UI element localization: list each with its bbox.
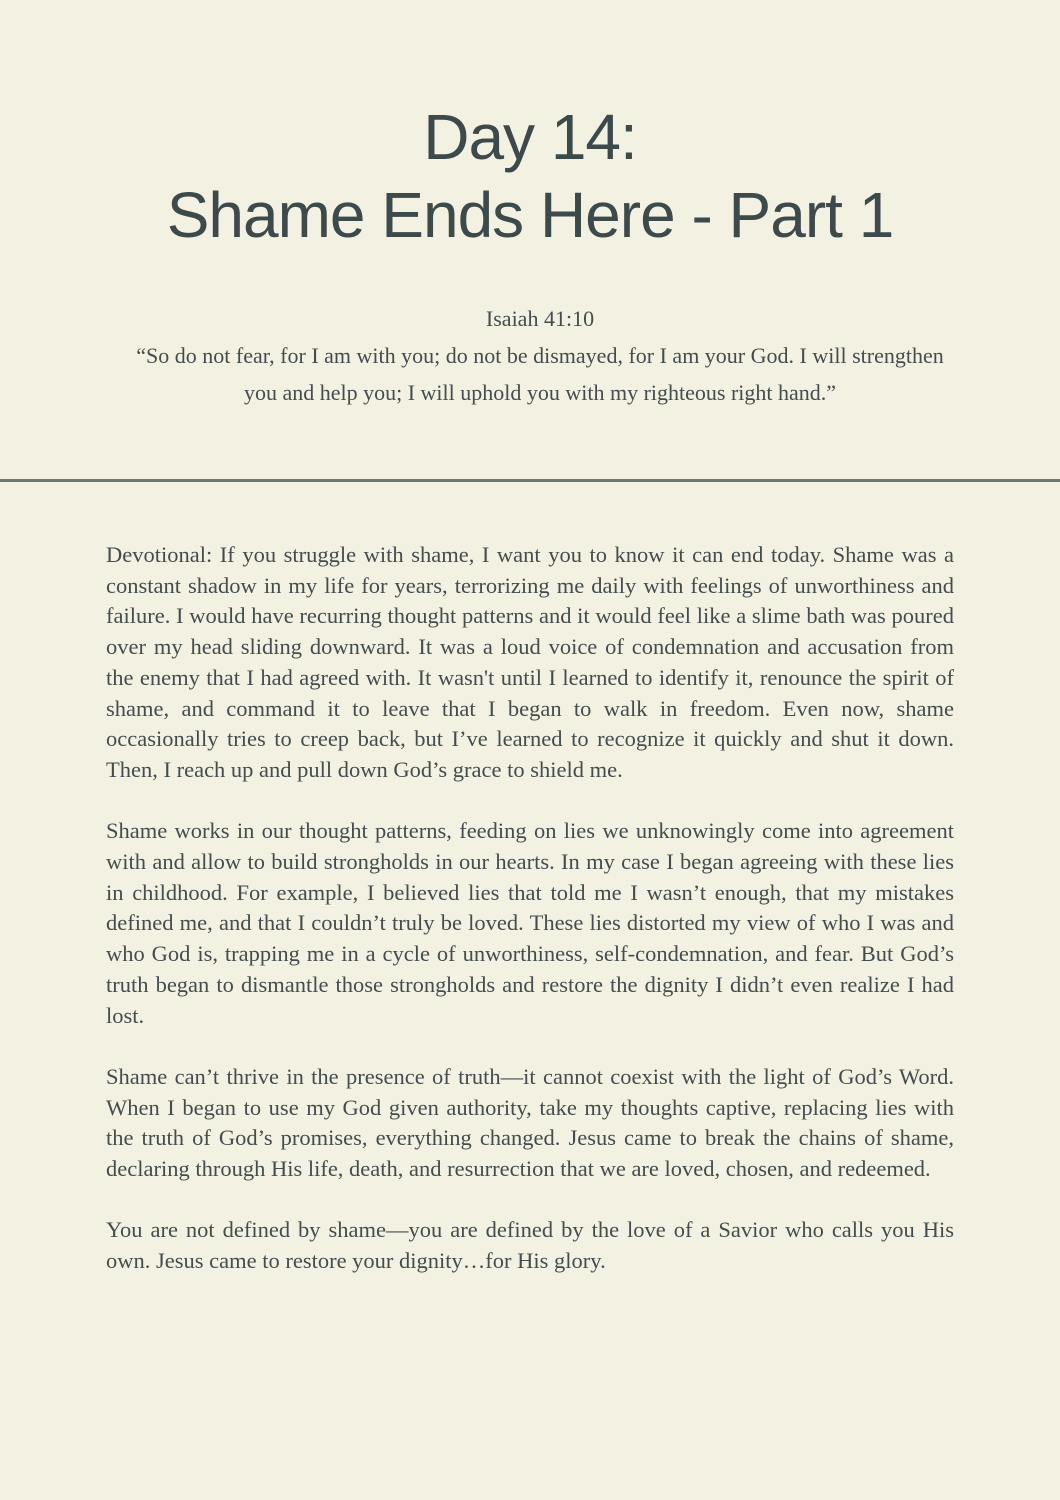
scripture-block: [130, 300, 950, 411]
page-title: [0, 98, 1060, 254]
title-line-2: Shame Ends Here - Part 1: [166, 179, 894, 251]
section-divider: [0, 479, 1060, 482]
devotional-body: [106, 540, 954, 1308]
scripture-text: “So do not fear, for I am with you; do not be dismayed, for I am your God. I will strengthen you and help you; I will uphold you with my righteous right hand.”: [136, 343, 944, 405]
paragraph-2: Shame works in our thought patterns, feeding on lies we unknowingly come into agreement with and allow to build strongholds in our hearts. In my case I began agreeing with these lies in childhood. For example, I believed lies that told me I wasn’t enough, that my mistakes defined me, and that I couldn’t truly be loved. These lies distorted my view of who I was and who God is, trapping me in a cycle of unworthiness, self-condemnation, and fear. But God’s truth began to dismantle those strongholds and restore the dignity I didn’t even realize I had lost.: [106, 818, 954, 1028]
paragraph-3: Shame can’t thrive in the presence of truth—it cannot coexist with the light of God’s Word. When I began to use my God given authority, take my thoughts captive, replacing lies with the truth of God’s promises, everything changed. Jesus came to break the chains of shame, declaring through His life, death, and resurrection that we are loved, chosen, and redeemed.: [106, 1063, 954, 1182]
title-line-1: Day 14:: [423, 101, 637, 173]
scripture-reference: Isaiah 41:10: [485, 306, 595, 331]
paragraph-1: Devotional: If you struggle with shame, I want you to know it can end today. Shame was a constant shadow in my life for years, terrorizing me daily with feelings of unworthiness and failure. I would have recurring thought patterns and it would feel like a slime bath was poured over my head sliding downward. It was a loud voice of condemnation and accusation from the enemy that I had agreed with. It wasn't until I learned to identify it, renounce the spirit of shame, and command it to leave that I began to walk in freedom. Even now, shame occasionally tries to creep back, but I’ve learned to recognize it quickly and shut it down. Then, I reach up and pull down God’s grace to shield me.: [106, 542, 954, 782]
paragraph-4: You are not defined by shame—you are defined by the love of a Savior who calls you His own. Jesus came to restore your dignity…for His glory.: [106, 1217, 954, 1274]
